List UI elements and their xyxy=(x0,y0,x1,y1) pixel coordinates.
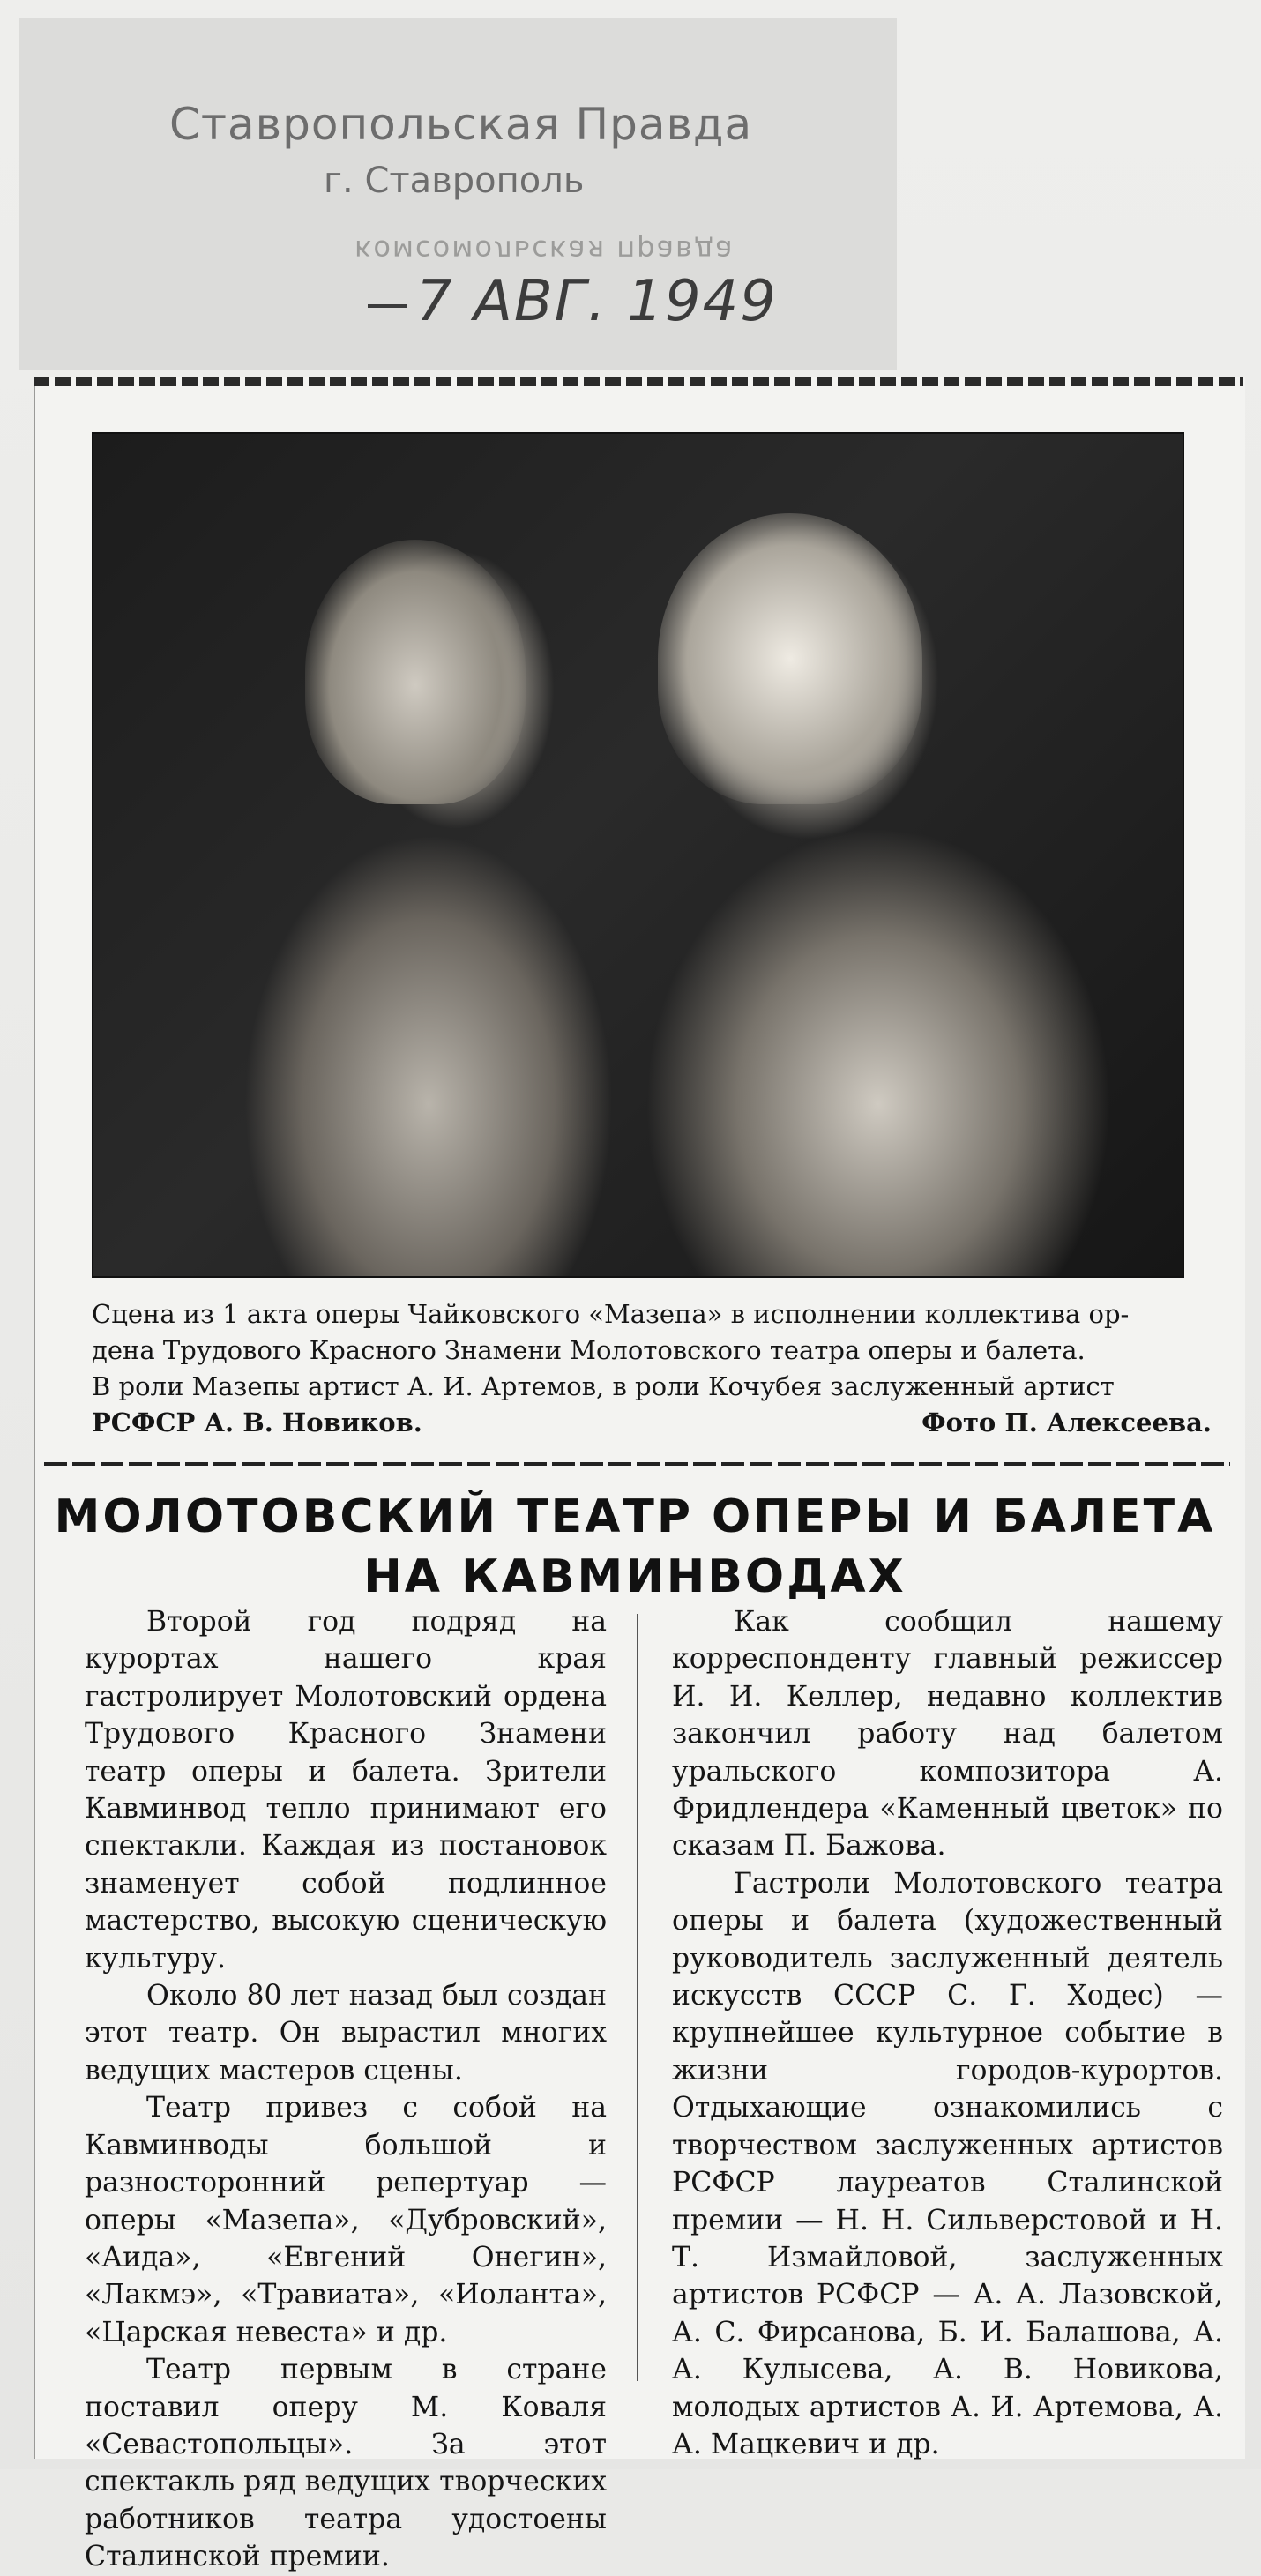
archive-stamp xyxy=(19,18,897,370)
column-separator xyxy=(637,1614,638,2381)
photo-credit: Фото П. Алексеева. xyxy=(922,1407,1212,1437)
article-paragraph: Театр первым в стране поставил оперу М. Коваля «Севастопольцы». За этот спектакль ряд ведущих творческих работников театра удостоены Сталинской премии. xyxy=(85,2354,607,2573)
mazepa-figure xyxy=(305,540,526,804)
article-column-right xyxy=(672,1603,1223,2463)
article-paragraph: Второй год подряд на курортах нашего края гастролирует Молотовский ордена Трудового Красного Знамени театр оперы и балета. Зрители Кавминвод тепло принимают его спектакли. Каждая из постановок знаменует собой подлинное мастерство, высокую сценическую культуру. xyxy=(85,1606,607,1975)
article-paragraph: Как сообщил нашему корреспонденту главный режиссер И. И. Келлер, недавно коллектив закончил работу над балетом уральского композитора А. Фридлендера «Каменный цветок» по сказам П. Бажова. xyxy=(672,1606,1223,1863)
bleed-through-text: комсомольская правда xyxy=(354,234,735,267)
article-column-left xyxy=(85,1603,607,2576)
stamp-date: 7 АВГ. 1949 xyxy=(416,269,778,334)
article-paragraph: Гастроли Молотовского театра оперы и балета (художественный руководитель заслуженный деятель искусств СССР С. Г. Ходес) — крупнейшее культурное событие в жизни городов-курортов. Отдыхающие ознакомились с творчеством заслуженных артистов РСФСР лауреатов Сталинской премии — Н. Н. Сильверстовой и Н. Т. Измайловой, заслуженных артистов РСФСР — А. А. Лазовской, А. С. Фирсанова, Б. И. Балашова, А. А. Кулысева, А. В. Новикова, молодых артистов А. И. Артемова, А. А. Мацкевич и др. xyxy=(672,1867,1223,2460)
top-divider xyxy=(34,377,1243,386)
headline-divider xyxy=(44,1462,1230,1466)
caption-line: Сцена из 1 акта оперы Чайковского «Мазепа» в исполнении коллектива ор- xyxy=(92,1299,1130,1329)
stamp-newspaper-name: Ставропольская Правда xyxy=(169,99,753,150)
photo-caption xyxy=(92,1296,1212,1441)
caption-credit-row xyxy=(92,1405,1212,1441)
caption-line: В роли Мазепы артист А. И. Артемов, в роли Кочубея заслуженный артист xyxy=(92,1371,1115,1401)
caption-line: РСФСР А. В. Новиков. xyxy=(92,1407,422,1437)
headline-line-2: НА КАВМИНВОДАХ xyxy=(363,1550,907,1603)
article-paragraph: Театр привез с собой на Кавминводы большой и разносторонний репертуар — оперы «Мазепа», «Дубровский», «Аида», «Евгений Онегин», «Лакмэ», «Травиата», «Иоланта», «Царская невеста» и др. xyxy=(85,2092,607,2348)
caption-line: дена Трудового Красного Знамени Молотовского театра оперы и балета. xyxy=(92,1335,1086,1365)
headline-line-1: МОЛОТОВСКИЙ ТЕАТР ОПЕРЫ И БАЛЕТА xyxy=(54,1490,1216,1543)
stamp-city: г. Ставрополь xyxy=(324,161,585,201)
kochubey-figure xyxy=(658,513,922,804)
article-paragraph: Около 80 лет назад был создан этот театр. Он вырастил многих ведущих мастеров сцены. xyxy=(85,1980,607,2087)
opera-scene-photo xyxy=(92,432,1184,1278)
